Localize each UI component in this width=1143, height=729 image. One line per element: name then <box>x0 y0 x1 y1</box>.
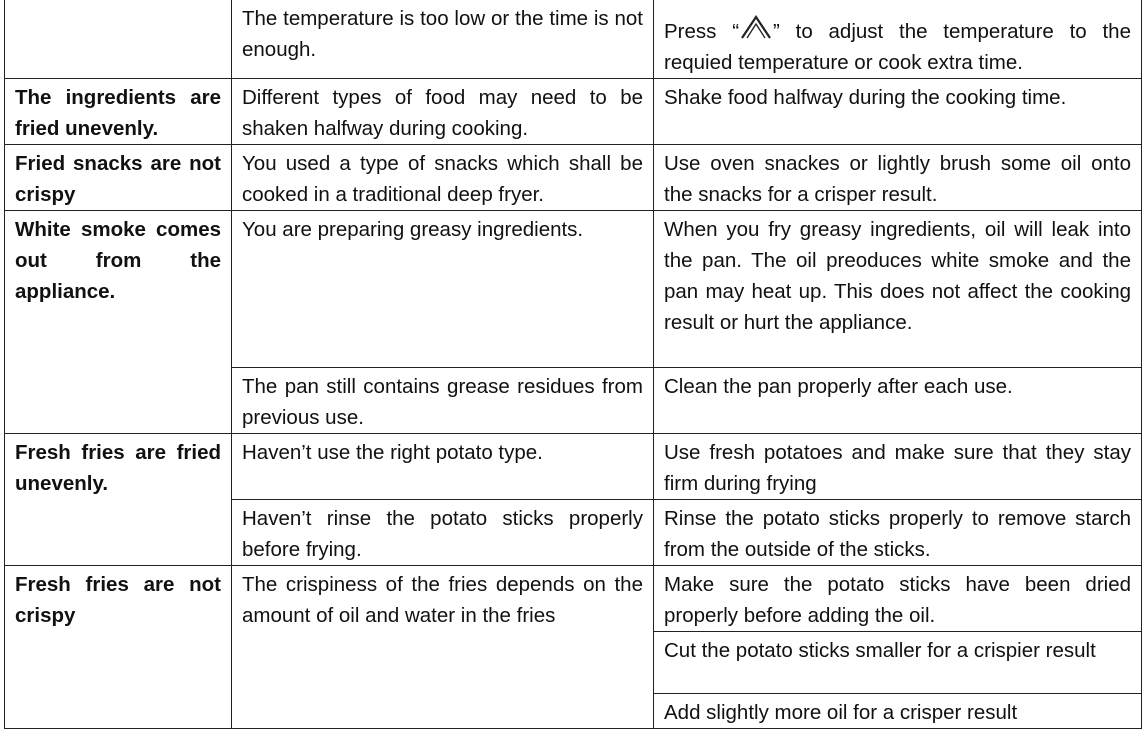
table-row <box>5 0 1142 79</box>
solution-cell: Use fresh potatoes and make sure that they stay firm during frying <box>654 434 1142 500</box>
up-arrow-icon <box>739 14 773 40</box>
table-row <box>5 79 1142 145</box>
cause-cell: Haven’t use the right potato type. <box>232 434 654 500</box>
solution-cell: Clean the pan properly after each use. <box>654 368 1142 434</box>
solution-cell: Rinse the potato sticks properly to remove starch from the outside of the sticks. <box>654 500 1142 566</box>
problem-cell: Fresh fries are not crispy <box>5 566 232 729</box>
cause-cell: The pan still contains grease residues from previous use. <box>232 368 654 434</box>
problem-cell <box>5 0 232 79</box>
cause-cell: The crispiness of the fries depends on the amount of oil and water in the fries <box>232 566 654 729</box>
table-row <box>5 145 1142 211</box>
problem-cell: Fried snacks are not crispy <box>5 145 232 211</box>
solution-cell: Use oven snackes or lightly brush some oil onto the snacks for a crisper result. <box>654 145 1142 211</box>
troubleshooting-table <box>4 0 1142 729</box>
cause-cell: Different types of food may need to be shaken halfway during cooking. <box>232 79 654 145</box>
cause-cell: Haven’t rinse the potato sticks properly before frying. <box>232 500 654 566</box>
table-row <box>5 566 1142 632</box>
cause-cell: The temperature is too low or the time is not enough. <box>232 0 654 79</box>
table-row <box>5 211 1142 368</box>
solution-cell <box>654 0 1142 79</box>
solution-text-before: Press “ <box>664 20 740 43</box>
problem-cell: The ingredients are fried unevenly. <box>5 79 232 145</box>
cause-cell: You are preparing greasy ingredients. <box>232 211 654 368</box>
solution-text-after: ” to adjust the temperature to the requied temperature or cook extra time. <box>664 20 1131 74</box>
solution-cell: Shake food halfway during the cooking time. <box>654 79 1142 145</box>
solution-cell: Add slightly more oil for a crisper result <box>654 694 1142 729</box>
problem-cell: Fresh fries are fried unevenly. <box>5 434 232 566</box>
cause-cell: You used a type of snacks which shall be cooked in a traditional deep fryer. <box>232 145 654 211</box>
solution-cell: When you fry greasy ingredients, oil will leak into the pan. The oil preoduces white smoke and the pan may heat up. This does not affect the cooking result or hurt the appliance. <box>654 211 1142 368</box>
table-row <box>5 434 1142 500</box>
problem-cell: White smoke comes out from the appliance. <box>5 211 232 434</box>
solution-cell: Cut the potato sticks smaller for a crispier result <box>654 632 1142 694</box>
solution-cell: Make sure the potato sticks have been dried properly before adding the oil. <box>654 566 1142 632</box>
